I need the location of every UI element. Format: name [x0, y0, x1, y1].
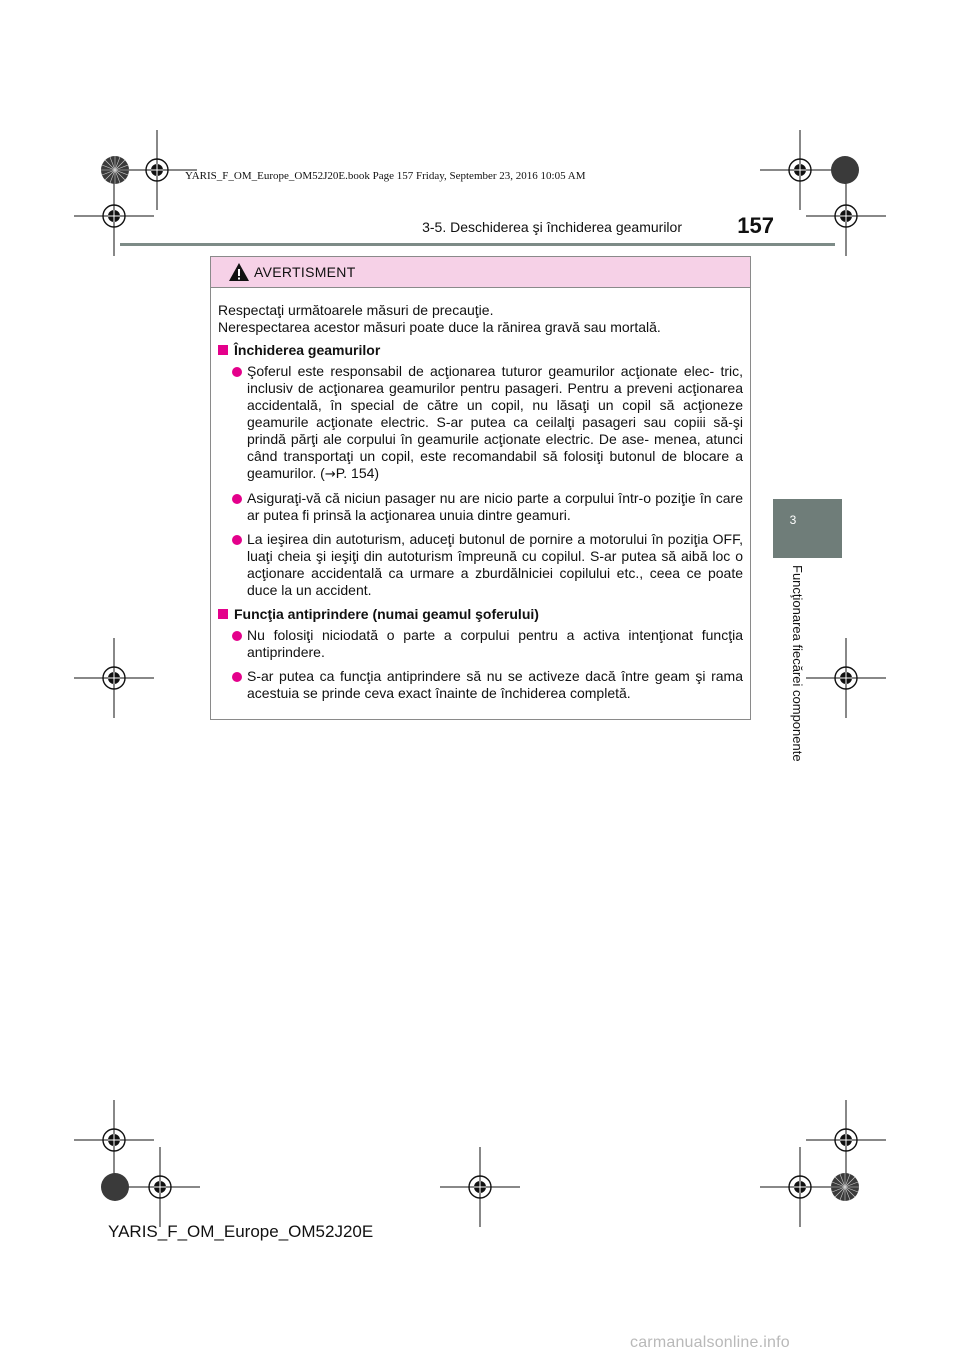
subheading-text: Funcţia antiprindere (numai geamul şoferului): [234, 606, 539, 622]
subheading-closing-windows: [218, 342, 743, 359]
round-bullet-icon: [232, 631, 242, 641]
watermark-text: carmanualsonline.info: [630, 1334, 790, 1351]
starburst-mark-bottom-right: [830, 1172, 860, 1202]
warning-box: [210, 256, 751, 720]
list-item-text: S-ar putea ca funcţia antiprindere să nu se activeze dacă între geam şi rama acestuia se prinde ceva exact înainte de închiderea completă.: [247, 668, 743, 701]
list-item-text: Şoferul este responsabil de acţionarea tuturor geamurilor acţionate elec- tric, inclusiv de acţionarea geamurilor pentru pasageri. Pentru a preveni acţionarea accidentală, în special de către un copil, nu lăsaţi un copil să acţioneze geamurile acţionate electric. S-ar putea ca ceilalţi pasageri sau copiii să-şi prindă părţi ale corpului în geamurile acţionate electric. De ase- menea, atunci când transportaţi un copil, este recomandabil să folosiţi butonul de blocare a geamurilor. (→P. 154): [247, 363, 743, 482]
registration-mark-right-middle: [806, 638, 886, 718]
registration-mark-bottom-right: [760, 1147, 840, 1227]
chapter-number: 3: [789, 513, 797, 527]
list-item-text: Nu folosiţi niciodată o parte a corpului pentru a activa intenţionat funcţia antiprindere.: [247, 627, 743, 660]
list-item: [218, 531, 743, 599]
registration-mark-bottom-left: [120, 1147, 200, 1227]
square-bullet-icon: [218, 609, 228, 619]
warning-intro-line: Respectaţi următoarele măsuri de precauţie.: [218, 302, 494, 318]
round-bullet-icon: [232, 535, 242, 545]
registration-mark-left-middle: [74, 638, 154, 718]
round-bullet-icon: [232, 672, 242, 682]
chapter-tab: [773, 499, 842, 558]
subheading-jam-protection: [218, 606, 743, 623]
starburst-mark-bottom-left: [100, 1172, 130, 1202]
list-item-text: La ieşirea din autoturism, aduceţi butonul de pornire a motorului în poziţia OFF, luaţi cheia şi ieşiţi din autoturism împreună cu copilul. S-ar putea să aibă loc o acţionare accidentală ca urmare a zburdălniciei copilului etc., ceea ce poate duce la un accident.: [247, 531, 743, 598]
subheading-text: Închiderea geamurilor: [234, 342, 381, 358]
warning-triangle-icon: [228, 262, 250, 282]
list-item: [218, 363, 743, 483]
book-file-line: YARIS_F_OM_Europe_OM52J20E.book Page 157 Friday, September 23, 2016 10:05 AM: [185, 170, 586, 182]
section-title: 3-5. Deschiderea şi închiderea geamurilor: [422, 219, 682, 235]
footer-document-code: YARIS_F_OM_Europe_OM52J20E: [108, 1222, 374, 1241]
header-rule: [120, 243, 835, 246]
warning-body: [218, 302, 743, 709]
list-item-text: Asiguraţi-vă că niciun pasager nu are nicio parte a corpului într-o poziţie în care ar putea fi prinsă la acţionarea unuia dintre geamuri.: [247, 490, 743, 523]
square-bullet-icon: [218, 345, 228, 355]
starburst-mark-top-right: [830, 155, 860, 185]
chapter-label: Funcţionarea fiecărei componente: [790, 565, 805, 762]
round-bullet-icon: [232, 367, 242, 377]
page-number: 157: [737, 213, 774, 238]
arrow-right-icon: →: [324, 467, 336, 482]
list-item: [218, 627, 743, 661]
list-item: [218, 490, 743, 524]
warning-header: [211, 257, 750, 288]
registration-mark-bottom-center: [440, 1147, 520, 1227]
list-item: [218, 668, 743, 702]
starburst-mark-top-left: [100, 155, 130, 185]
page-reference: P. 154): [335, 465, 380, 481]
round-bullet-icon: [232, 494, 242, 504]
warning-title: AVERTISMENT: [254, 264, 356, 280]
warning-intro-line: Nerespectarea acestor măsuri poate duce la rănirea gravă sau mortală.: [218, 319, 661, 335]
